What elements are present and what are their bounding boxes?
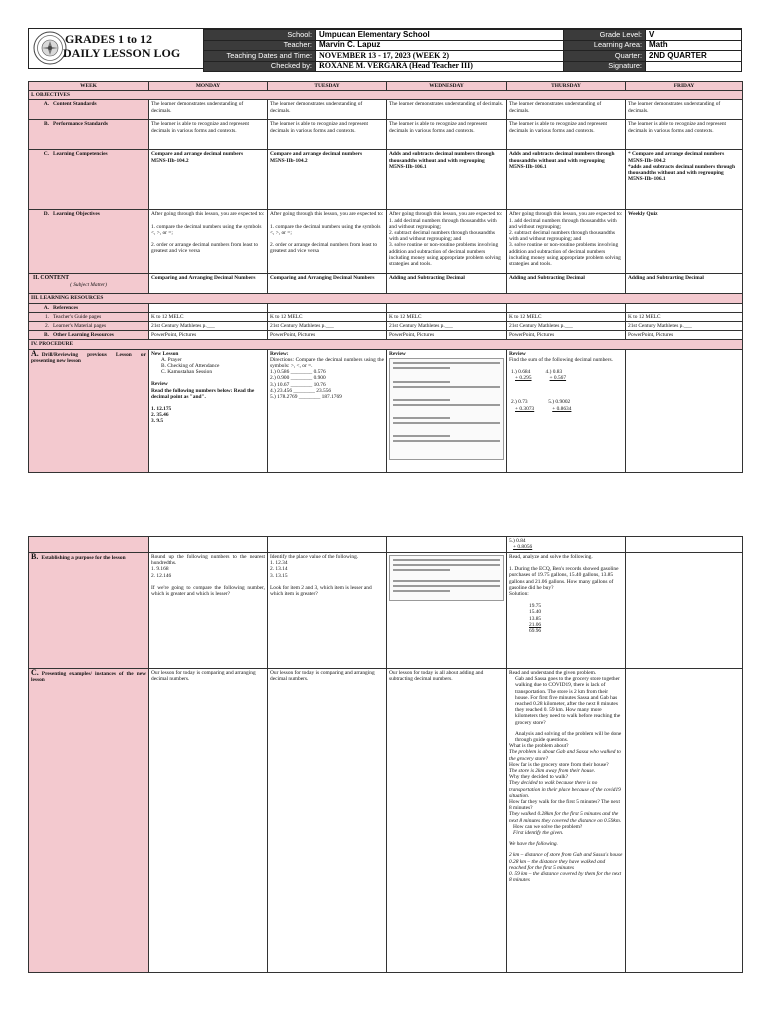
lo-tue: After going through this lesson, you are expected to: 1. compare the decimal numbers using the symbols <, >, or =; 2. order or arrange decimal numbers from least to greatest and vice versa: [268, 210, 387, 274]
header-meta: [203, 29, 741, 71]
dates-label: Teaching Dates and Time:: [204, 51, 316, 62]
label-learners-material: Learner's Material pages: [53, 323, 107, 330]
school-value: Umpucan Elementary School: [316, 30, 564, 41]
label-other-resources: Other Learning Resources: [53, 332, 114, 339]
teacher-label: Teacher:: [204, 40, 316, 51]
row-competencies: C. Learning Competencies Compare and arrange decimal numbers M5NS-IIb-104.2 Compare and arrange decimal numbers M5NS-IIb-104.2 Adds and subtracts decimal numbers through thousandths without and with regrouping M5NS-IIb-106.1 Adds and subtracts decimal numbers through thousandths without and with regrouping M5NS-IIb-106.1 * Compare and arrange decimal numbers M5NS-IIb-104.2 *adds and subtracts decimal numbers through thousandths without and with regrouping M5NS-IIb-106.1: [29, 150, 743, 210]
cs-wed: The learner demonstrates understanding of decimals.: [387, 100, 507, 120]
purpose-worksheet-thumbnail: [389, 555, 504, 601]
pc-fri: [626, 669, 743, 973]
teacher-value: Marvin C. Lapuz: [316, 40, 564, 51]
row-content-standards: A. Content Standards The learner demonstrates understanding of decimals. The learner demonstrates understanding of decimals. The learner demonstrates understanding of decimals. The learner demonstrates understanding of decimals. The learner demonstrates understanding of decimals.: [29, 100, 743, 120]
row-performance-standards: B. Performance Standards The learner is able to recognize and represent decimals in various forms and contexts. The learner is able to recognize and represent decimals in various forms and contexts. The learner is able to recognize and represent decimals in various forms and contexts. The learner is able to recognize and represent decimals in various forms and contexts. The learner is able to recognize and represent decimals in various forms and contexts.: [29, 120, 743, 150]
row-presenting-examples: C. Presenting examples/ instances of the new lesson Our lesson for today is comparing and arranging decimal numbers. Our lesson for today is comparing and arranging decimal numbers. Our lesson for today is all about adding and subtracting decimal numbers. Read and understand the given problem. Gab and Sassa goes to the grocery store together walking due to COVID19, there is lack of transportation. The store is 2 km from their house. For first five minutes Sassa and Gab has reached 0.28 kilometer, after the next 8 minutes they reached 0. 59 km. How many more kilometers they need to walk before reaching the grocery store? Analysis and solving of the problem will be done through guide questions. What is the problem about? The problem is about Gab and Sassa who walked to the grocery store? How far is the grocery store from their house? The store is 2km away from their house. Why they decided to walk? They decided to walk because there is no transportation in their place because of the covid19 situation. How far they walk for the first 5 minutes? The next 8 minutes? They walked 0.28km for the first 5 minutes and the next 8 minutes they covered the distance on 0.59km. How can we solve the problem? First identify the given. We have the following. 2 km – distance of store from Gab and Sassa's house 0.28 km – the distance they have walked and reached for the first 5 minutes 0. 59 km – the distance covered by them for the next 8 minutes: [29, 669, 743, 973]
pa-tue: Review: Directions: Compare the decimal numbers using the symbols: >, <, or =. 1.) 0.586 ________ 0.576 2.) 0.900 ________ 0.900 3.) 10.67 ________ 10.76 4.) 23.456 ________ 23.556 5.) 178.2769 ________ 187.1769: [268, 349, 387, 472]
row-learners-material: 2. Learner's Material pages 21st Century Mathletes p.___ 21st Century Mathletes p.___ 21st Century Mathletes p.___ 21st Century Mathletes p.___ 21st Century Mathletes p.___: [29, 322, 743, 331]
label-teachers-guide: Teacher's Guide pages: [53, 313, 102, 320]
column-header-row: [29, 82, 743, 91]
row-purpose: B. Establishing a purpose for the lesson Round up the following numbers to the nearest hundredths. 1. 9.168 2. 12.146 If we're going to compare the following number, which is greater and which is lesser? Identify the place value of the following. 1. 12.34 2. 13.14 3. 13.15 Look for item 2 and 3, which item is lesser and which item is greater? Read, analyze and solve the following. 1. During the ECQ, Ben's records showed gasoline purchases of 19.75 gallons, 15.40 gallons, 13.85 gallons and 21.06 gallons. How many gallons of gasoline did he buy? Solution: 19.75 15.40 13.85 21.06 69.96: [29, 553, 743, 669]
col-friday: FRIDAY: [626, 82, 743, 91]
section-procedure: IV. PROCEDURE: [29, 340, 743, 349]
col-thursday: THURSDAY: [507, 82, 626, 91]
col-week: WEEK: [29, 82, 149, 91]
cs-tue: The learner demonstrates understanding of decimals.: [268, 100, 387, 120]
section-content: II. CONTENT: [33, 275, 70, 282]
col-wednesday: WEDNESDAY: [387, 82, 507, 91]
section-content-sub: ( Subject Matter): [70, 281, 107, 288]
signature-label: Signature:: [564, 61, 646, 72]
quarter-value: 2ND QUARTER: [646, 51, 742, 62]
content-mon: Comparing and Arranging Decimal Numbers: [149, 274, 268, 294]
lc-mon: Compare and arrange decimal numbers M5NS-IIb-104.2: [149, 150, 268, 210]
pb-tue: Identify the place value of the following. 1. 12.34 2. 13.14 3. 13.15 Look for item 2 and 3, which item is lesser and which item is greater?: [268, 553, 387, 669]
content-tue: Comparing and Arranging Decimal Numbers: [268, 274, 387, 294]
lo-thu: After going through this lesson, you are expected to: 1. add decimal numbers through thousandths with and without regrouping; 2. subtract decimal numbers through thousandths with and without regrouping; and 3. solve routine or non-routine problems involving addition and subtraction of decimal numbers including money using appropriate problem solving strategies and tools.: [507, 210, 626, 274]
label-content-standards: Content Standards: [53, 101, 97, 108]
lc-tue: Compare and arrange decimal numbers M5NS-IIb-104.2: [268, 150, 387, 210]
ps-tue: The learner is able to recognize and represent decimals in various forms and contexts.: [268, 120, 387, 150]
lc-thu: Adds and subtracts decimal numbers through thousandths without and with regrouping M5NS-IIb-106.1: [507, 150, 626, 210]
deped-seal-icon: [33, 31, 67, 65]
label-presenting-examples: Presenting examples/ instances of the new lesson: [31, 671, 146, 684]
lesson-log-table: [28, 81, 743, 473]
pa-fri: [626, 349, 743, 472]
ps-fri: The learner is able to recognize and represent decimals in various forms and contexts.: [626, 120, 743, 150]
pb-thu: Read, analyze and solve the following. 1. During the ECQ, Ben's records showed gasoline purchases of 19.75 gallons, 15.40 gallons, 13.85 gallons and 21.06 gallons. How many gallons of gasoline did he buy? Solution: 19.75 15.40 13.85 21.06 69.96: [507, 553, 626, 669]
ps-mon: The learner is able to recognize and represent decimals in various forms and contexts.: [149, 120, 268, 150]
pa-mon: New Lesson A. Prayer B. Checking of Attendance C. Kamustahan Session Review Read the following numbers below: Read the decimal point as "and". 1. 12.175 2. 35.46 3. 9.5: [149, 349, 268, 472]
pa-thu-continued: 5.) 0.84 + 0.8056: [507, 537, 626, 553]
checked-value: ROXANE M. VERGARA (Head Teacher III): [316, 61, 564, 72]
lo-wed: After going through this lesson, you are expected to: 1. add decimal numbers through thousandths with and without regrouping; 2. subtract decimal numbers through thousandths with and without regrouping; and 3. solve routine or non-routine problems involving addition and subtraction of decimal numbers including money using appropriate problem solving strategies and tools.: [387, 210, 507, 274]
section-objectives: I. OBJECTIVES: [29, 91, 743, 100]
ps-thu: The learner is able to recognize and represent decimals in various forms and contexts.: [507, 120, 626, 150]
label-performance-standards: Performance Standards: [53, 121, 108, 128]
cs-mon: The learner demonstrates understanding of decimals.: [149, 100, 268, 120]
grade-label: Grade Level:: [564, 30, 646, 41]
ps-wed: The learner is able to recognize and represent decimals in various forms and contexts.: [387, 120, 507, 150]
lesson-log-header: [28, 28, 742, 69]
row-content: [29, 274, 743, 294]
col-monday: MONDAY: [149, 82, 268, 91]
label-competencies: Learning Competencies: [53, 151, 108, 158]
school-label: School:: [204, 30, 316, 41]
content-fri: Adding and Subtrarting Decimal: [626, 274, 743, 294]
pb-mon: Round up the following numbers to the nearest hundredths. 1. 9.168 2. 12.146 If we're going to compare the following number, which is greater and which is lesser?: [149, 553, 268, 669]
row-teachers-guide: 1. Teacher's Guide pages K to 12 MELC K to 12 MELC K to 12 MELC K to 12 MELC K to 12 MELC: [29, 312, 743, 321]
label-learning-objectives: Learning Objectives: [53, 211, 100, 218]
title-line-2: DAILY LESSON LOG: [63, 46, 181, 60]
cs-thu: The learner demonstrates understanding of decimals.: [507, 100, 626, 120]
area-value: Math: [646, 40, 742, 51]
pc-mon: Our lesson for today is comparing and arranging decimal numbers.: [149, 669, 268, 973]
row-references: A. References: [29, 303, 743, 312]
title-line-1: GRADES 1 to 12: [65, 32, 153, 46]
area-label: Learning Area:: [564, 40, 646, 51]
label-purpose: Establishing a purpose for the lesson: [41, 555, 126, 561]
row-drill-review: A. Drill/Reviewing previous Lesson or presenting new lesson New Lesson A. Prayer B. Checking of Attendance C. Kamustahan Session Review Read the following numbers below: Read the decimal point as "and". 1. 12.175 2. 35.46 3. 9.5 Review: Directions: Compare the decimal numbers using the symbols: >, <, or =. 1.) 0.586 ________ 0.576 2.) 0.900 ________ 0.900 3.) 10.67 ________ 10.76 4.) 23.456 ________ 23.556 5.) 178.2769 ________ 187.1769 Review Review Find the sum of the following decimal numbers. 1.) 0.684 + 0.295 4.) 0.83 + 0.567 2.) 0.73 + 0.3073 5.) 0.9002 + 0.8634: [29, 349, 743, 472]
pc-thu: Read and understand the given problem. Gab and Sassa goes to the grocery store together walking due to COVID19, there is lack of transportation. The store is 2 km from their house. For first five minutes Sassa and Gab has reached 0.28 kilometer, after the next 8 minutes they reached 0. 59 km. How many more kilometers they need to walk before reaching the grocery store? Analysis and solving of the problem will be done through guide questions. What is the problem about? The problem is about Gab and Sassa who walked to the grocery store? How far is the grocery store from their house? The store is 2km away from their house. Why they decided to walk? They decided to walk because there is no transportation in their place because of the covid19 situation. How far they walk for the first 5 minutes? The next 8 minutes? They walked 0.28km for the first 5 minutes and the next 8 minutes they covered the distance on 0.59km. How can we solve the problem? First identify the given. We have the following. 2 km – distance of store from Gab and Sassa's house 0.28 km – the distance they have walked and reached for the first 5 minutes 0. 59 km – the distance covered by them for the next 8 minutes: [507, 669, 626, 973]
section-resources: III. LEARNING RESOURCES: [29, 294, 743, 303]
checked-label: Checked by:: [204, 61, 316, 72]
lc-wed: Adds and subtracts decimal numbers through thousandths without and with regrouping M5NS-IIb-106.1: [387, 150, 507, 210]
pb-wed: [387, 553, 507, 669]
pa-wed: Review: [387, 349, 507, 472]
content-wed: Adding and Subtracting Decimal: [387, 274, 507, 294]
col-tuesday: TUESDAY: [268, 82, 387, 91]
grade-value: V: [646, 30, 742, 41]
quarter-label: Quarter:: [564, 51, 646, 62]
dates-value: NOVEMBER 13 - 17, 2023 (WEEK 2): [316, 51, 564, 62]
pb-fri: [626, 553, 743, 669]
row-learning-objectives: D. Learning Objectives After going through this lesson, you are expected to: 1. compare the decimal numbers using the symbols <, >, or =; 2. order or arrange decimal numbers from least to greatest and vice versa After going through this lesson, you are expected to: 1. compare the decimal numbers using the symbols <, >, or =; 2. order or arrange decimal numbers from least to greatest and vice versa After going through this lesson, you are expected to: 1. add decimal numbers through thousandths with and without regrouping; 2. subtract decimal numbers through thousandths with and without regrouping; and 3. solve routine or non-routine problems involving addition and subtraction of decimal numbers including money using appropriate problem solving strategies and tools. After going through this lesson, you are expected to: 1. add decimal numbers through thousandths with and without regrouping; 2. subtract decimal numbers through thousandths with and without regrouping; and 3. solve routine or non-routine problems involving addition and subtraction of decimal numbers including money using appropriate problem solving strategies and tools. Weekly Quiz: [29, 210, 743, 274]
pa-thu: Review Find the sum of the following decimal numbers. 1.) 0.684 + 0.295 4.) 0.83 + 0.567 2.) 0.73 + 0.3073 5.) 0.9002 + 0.8634: [507, 349, 626, 472]
lc-fri: * Compare and arrange decimal numbers M5NS-IIb-104.2 *adds and subtracts decimal numbers through thousandths without and with regrouping M5NS-IIb-106.1: [626, 150, 743, 210]
cs-fri: The learner demonstrates understanding of decimals.: [626, 100, 743, 120]
lo-mon: After going through this lesson, you are expected to: 1. compare the decimal numbers using the symbols <, >, or =; 2. order or arrange decimal numbers from least to greatest and vice versa: [149, 210, 268, 274]
pc-wed: Our lesson for today is all about adding and subtracting decimal numbers.: [387, 669, 507, 973]
logo-area: [29, 29, 203, 68]
label-drill-review: Drill/Reviewing previous Lesson or presenting new lesson: [31, 351, 146, 364]
lesson-log-table-continued: [28, 536, 743, 973]
content-thu: Adding and Subtracting Decimal: [507, 274, 626, 294]
label-references: References: [53, 304, 79, 311]
pc-tue: Our lesson for today is comparing and arranging decimal numbers.: [268, 669, 387, 973]
row-drill-review-continued: [29, 537, 743, 553]
review-worksheet-thumbnail: [389, 358, 504, 460]
row-other-resources: B. Other Learning Resources PowerPoint, Pictures PowerPoint, Pictures PowerPoint, Pictures PowerPoint, Pictures PowerPoint, Pictures: [29, 331, 743, 340]
lo-fri: Weekly Quiz: [626, 210, 743, 274]
signature-value: [646, 61, 742, 72]
